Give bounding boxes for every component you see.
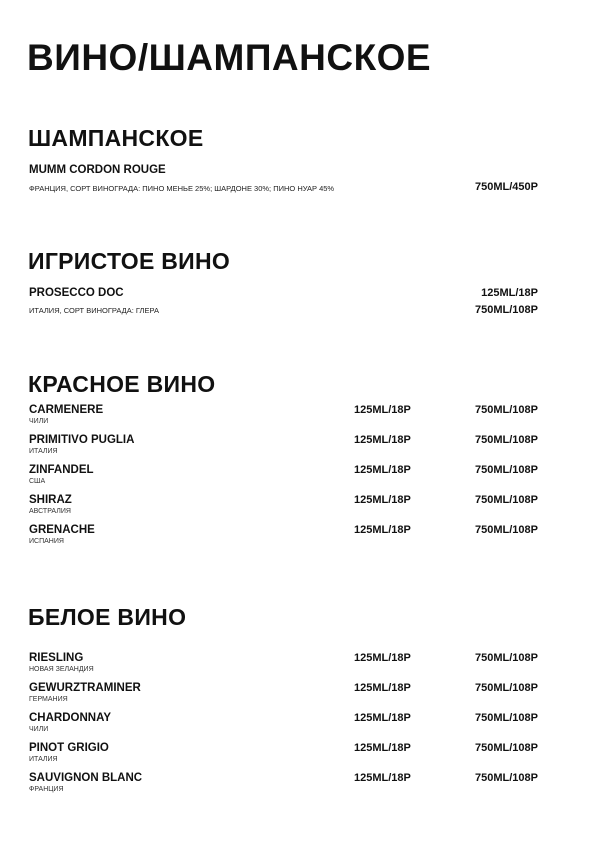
section-title-champagne: ШАМПАНСКОЕ [28, 125, 204, 151]
item-name: ZINFANDEL [29, 464, 94, 476]
item-name: PRIMITIVO PUGLIA [29, 434, 135, 446]
price-750: 750ML/108P [475, 404, 538, 416]
item-name: PROSECCO DOC [29, 287, 124, 299]
price-750: 750ML/108P [475, 712, 538, 724]
price-125: 125ML/18P [354, 494, 411, 506]
item-desc: НОВАЯ ЗЕЛАНДИЯ [29, 666, 94, 673]
item-desc: ИСПАНИЯ [29, 538, 64, 545]
price-750: 750ML/108P [475, 494, 538, 506]
price-750: 750ML/108P [475, 304, 538, 316]
item-desc: АВСТРАЛИЯ [29, 508, 71, 515]
price-750: 750ML/108P [475, 434, 538, 446]
price-750: 750ML/450P [475, 181, 538, 193]
price-125: 125ML/18P [354, 404, 411, 416]
item-desc: ФРАНЦИЯ, СОРТ ВИНОГРАДА: ПИНО МЕНЬЕ 25%; ШАРДОНЕ 30%; ПИНО НУАР 45% [29, 184, 335, 193]
section-title-sparkling: ИГРИСТОЕ ВИНО [28, 248, 231, 274]
item-name: CARMENERE [29, 404, 104, 416]
page-title: ВИНО/ШАМПАНСКОЕ [27, 37, 432, 78]
item-desc: ЧИЛИ [29, 726, 49, 733]
price-125: 125ML/18P [354, 682, 411, 694]
price-125: 125ML/18P [354, 652, 411, 664]
item-name: GEWURZTRAMINER [29, 682, 141, 694]
price-125: 125ML/18P [481, 287, 538, 299]
section-title-red: КРАСНОЕ ВИНО [28, 371, 216, 397]
price-750: 750ML/108P [475, 524, 538, 536]
price-125: 125ML/18P [354, 712, 411, 724]
price-125: 125ML/18P [354, 772, 411, 784]
item-name: SHIRAZ [29, 494, 72, 506]
item-desc: ФРАНЦИЯ [29, 786, 64, 793]
item-desc: ЧИЛИ [29, 418, 49, 425]
price-125: 125ML/18P [354, 434, 411, 446]
item-desc: ИТАЛИЯ [29, 448, 58, 455]
item-name: RIESLING [29, 652, 84, 664]
item-name: CHARDONNAY [29, 712, 111, 724]
item-desc: ГЕРМАНИЯ [29, 696, 68, 703]
price-125: 125ML/18P [354, 524, 411, 536]
item-name: GRENACHE [29, 524, 95, 536]
price-750: 750ML/108P [475, 464, 538, 476]
item-desc: ИТАЛИЯ [29, 756, 58, 763]
item-desc: США [29, 478, 46, 485]
item-name: SAUVIGNON BLANC [29, 772, 143, 784]
price-125: 125ML/18P [354, 742, 411, 754]
price-125: 125ML/18P [354, 464, 411, 476]
item-name: MUMM CORDON ROUGE [29, 164, 166, 176]
price-750: 750ML/108P [475, 742, 538, 754]
item-desc: ИТАЛИЯ, СОРТ ВИНОГРАДА: ГЛЕРА [29, 306, 159, 315]
section-title-white: БЕЛОЕ ВИНО [28, 604, 187, 630]
item-name: PINOT GRIGIO [29, 742, 109, 754]
price-750: 750ML/108P [475, 772, 538, 784]
price-750: 750ML/108P [475, 682, 538, 694]
price-750: 750ML/108P [475, 652, 538, 664]
